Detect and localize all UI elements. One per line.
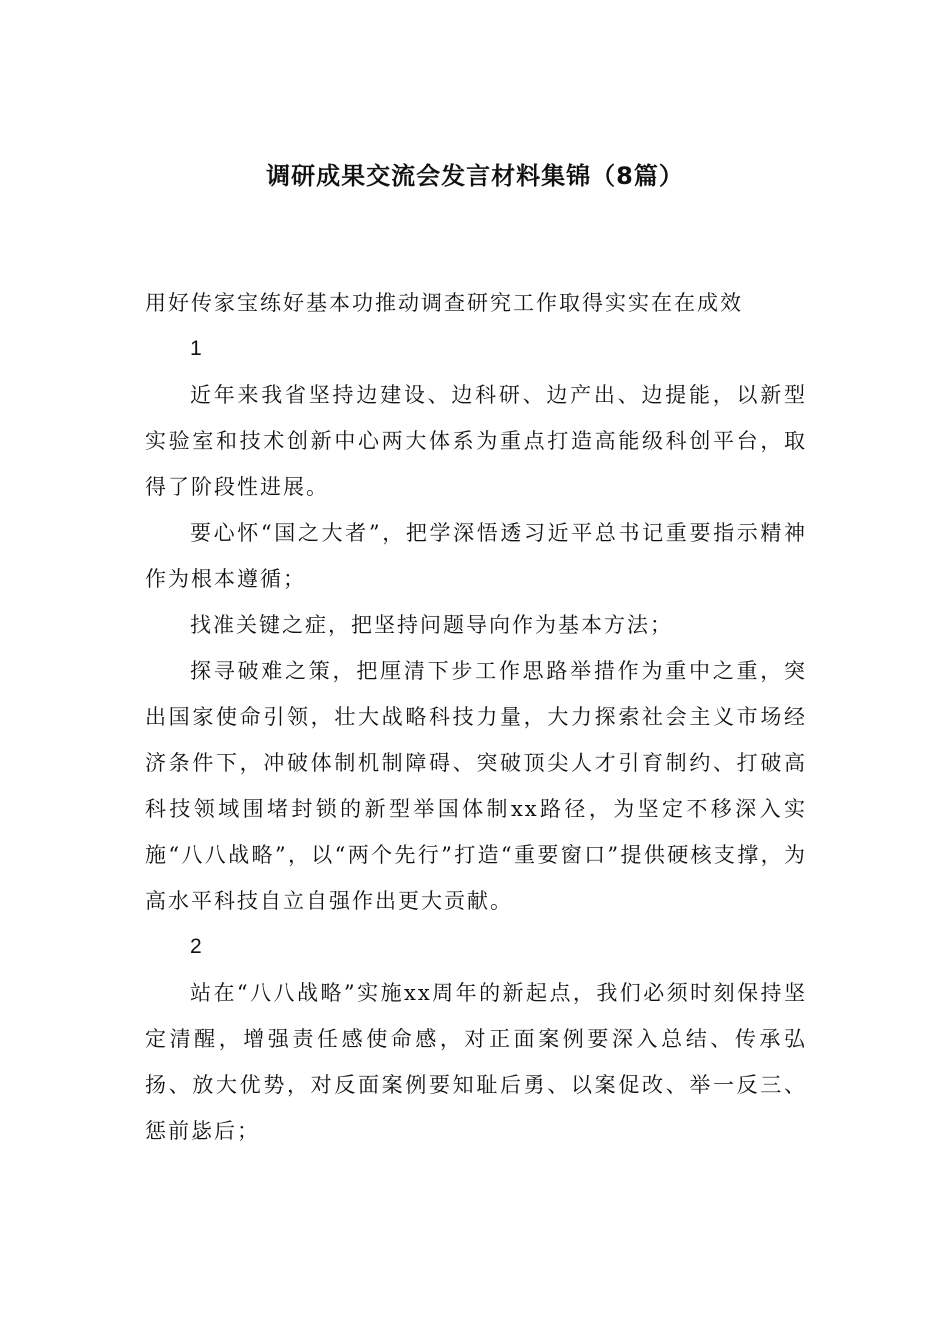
paragraph: 找准关键之症，把坚持问题导向作为基本方法； (190, 613, 673, 637)
paragraph: 探寻破难之策，把厘清下步工作思路举措作为重中之重，突出国家使命引领，壮大战略科技力量，大力探索社会主义市场经济条件下，冲破体制机制障碍、突破顶尖人才引育制约、打破高科技领域围堵封锁的新型举国体制xx路径，为坚定不移深入实施“八八战略”，以“两个先行”打造“重要窗口”提供硬核支撑，为高水平科技自立自强作出更大贡献。 (145, 659, 807, 913)
paragraph: 近年来我省坚持边建设、边科研、边产出、边提能，以新型实验室和技术创新中心两大体系为重点打造高能级科创平台，取得了阶段性进展。 (145, 383, 807, 499)
paragraph: 要心怀“国之大者”，把学深悟透习近平总书记重要指示精神作为根本遵循； (145, 521, 807, 591)
document-title: 调研成果交流会发言材料集锦（8篇） (266, 162, 684, 190)
section-heading: 用好传家宝练好基本功推动调查研究工作取得实实在在成效 (145, 291, 743, 315)
section-number: 2 (190, 935, 204, 958)
section-number: 1 (190, 337, 204, 360)
paragraph: 站在“八八战略”实施xx周年的新起点，我们必须时刻保持坚定清醒，增强责任感使命感，对正面案例要深入总结、传承弘扬、放大优势，对反面案例要知耻后勇、以案促改、举一反三、惩前毖后； (145, 981, 807, 1143)
document-body (145, 280, 807, 1154)
